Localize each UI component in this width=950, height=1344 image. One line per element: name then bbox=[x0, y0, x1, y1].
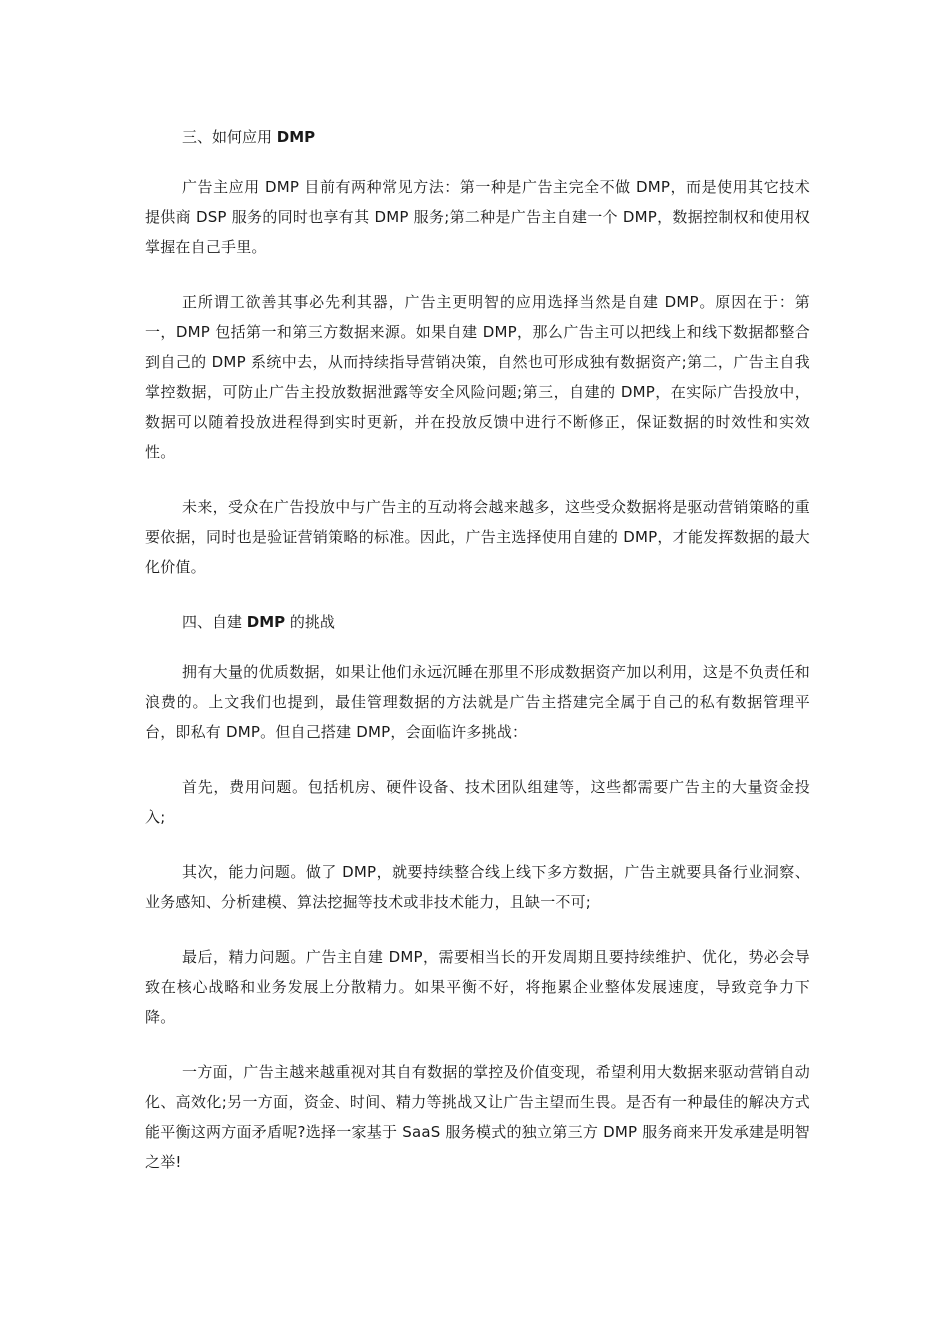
heading-bold-text: DMP bbox=[276, 128, 316, 146]
heading-suffix: 的挑战 bbox=[285, 613, 335, 631]
paragraph: 正所谓工欲善其事必先利其器，广告主更明智的应用选择当然是自建 DMP。原因在于：第一，DMP 包括第一和第三方数据来源。如果自建 DMP，那么广告主可以把线上和线下数据都整合到自己的 DMP 系统中去，从而持续指导营销决策，自然也可形成独有数据资产;第二，广告主自我掌控数据，可防止广告主投放数据泄露等安全风险问题;第三，自建的 DMP，在实际广告投放中，数据可以随着投放进程得到实时更新，并在投放反馈中进行不断修正，保证数据的时效性和实效性。 bbox=[145, 293, 810, 461]
heading-bold-text: DMP bbox=[246, 613, 286, 631]
paragraph: 未来，受众在广告投放中与广告主的互动将会越来越多，这些受众数据将是驱动营销策略的重要依据，同时也是验证营销策略的标准。因此，广告主选择使用自建的 DMP，才能发挥数据的最大化价值。 bbox=[145, 498, 810, 576]
document-page bbox=[145, 122, 810, 1202]
section-heading-4 bbox=[145, 607, 810, 637]
paragraph: 首先，费用问题。包括机房、硬件设备、技术团队组建等，这些都需要广告主的大量资金投入; bbox=[145, 778, 810, 826]
heading-text: 四、自建 bbox=[182, 613, 247, 631]
paragraph: 广告主应用 DMP 目前有两种常见方法：第一种是广告主完全不做 DMP，而是使用其它技术提供商 DSP 服务的同时也享有其 DMP 服务;第二种是广告主自建一个 DMP，数据控制权和使用权掌握在自己手里。 bbox=[145, 178, 810, 256]
paragraph: 拥有大量的优质数据，如果让他们永远沉睡在那里不形成数据资产加以利用，这是不负责任和浪费的。上文我们也提到，最佳管理数据的方法就是广告主搭建完全属于自己的私有数据管理平台，即私有 DMP。但自己搭建 DMP，会面临许多挑战： bbox=[145, 663, 810, 741]
heading-text: 三、如何应用 bbox=[182, 128, 277, 146]
paragraph: 其次，能力问题。做了 DMP，就要持续整合线上线下多方数据，广告主就要具备行业洞察、业务感知、分析建模、算法挖掘等技术或非技术能力，且缺一不可; bbox=[145, 863, 810, 911]
paragraph: 最后，精力问题。广告主自建 DMP，需要相当长的开发周期且要持续维护、优化，势必会导致在核心战略和业务发展上分散精力。如果平衡不好，将拖累企业整体发展速度，导致竞争力下降。 bbox=[145, 948, 810, 1026]
paragraph: 一方面，广告主越来越重视对其自有数据的掌控及价值变现，希望利用大数据来驱动营销自动化、高效化;另一方面，资金、时间、精力等挑战又让广告主望而生畏。是否有一种最佳的解决方式能平衡这两方面矛盾呢?选择一家基于 SaaS 服务模式的独立第三方 DMP 服务商来开发承建是明智之举! bbox=[145, 1063, 810, 1171]
section-heading-3 bbox=[145, 122, 810, 152]
